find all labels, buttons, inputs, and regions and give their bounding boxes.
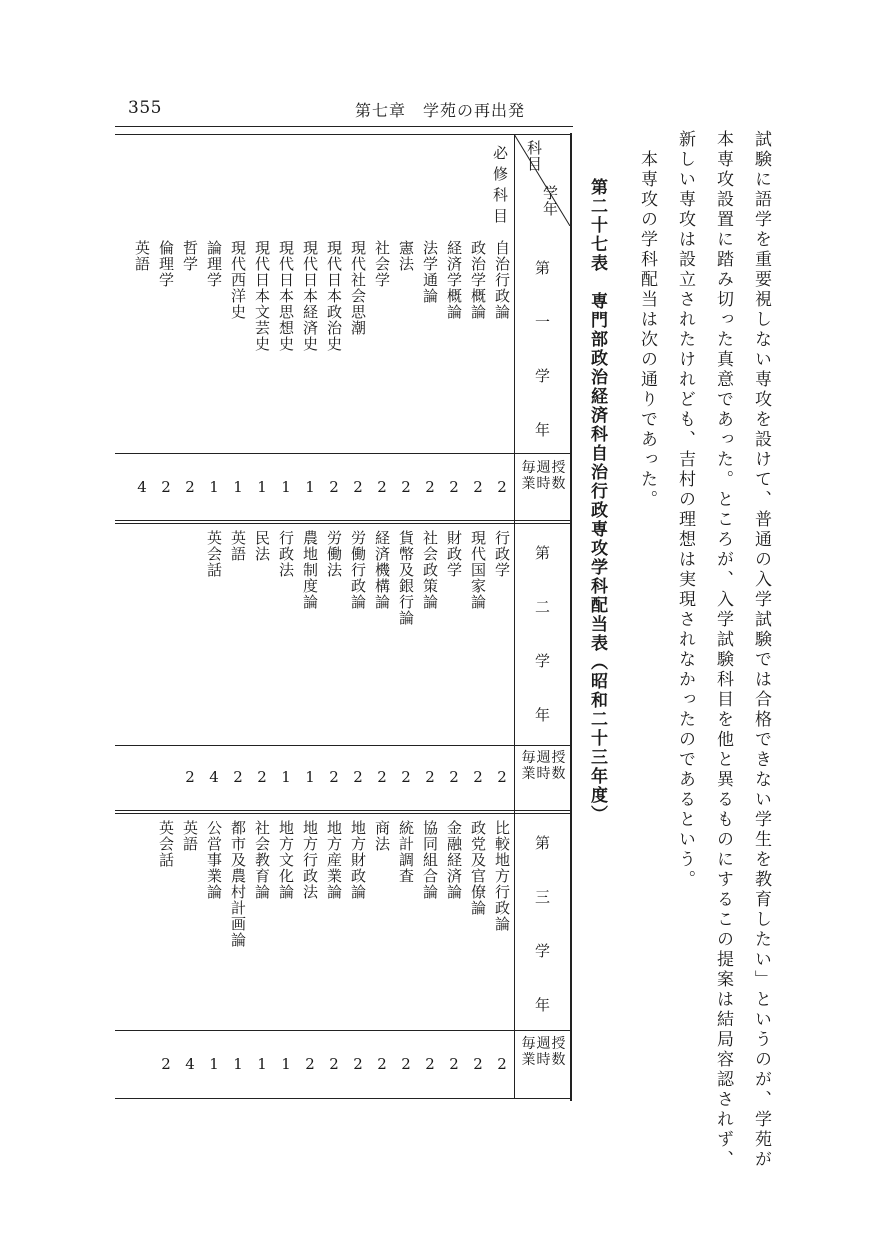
subject-cell: 公営事業論 xyxy=(205,820,223,900)
year3-hours-header: 毎週授業時数 xyxy=(521,1036,567,1068)
subject-cell: 論理学 xyxy=(205,240,223,288)
hours-cell: 2 xyxy=(449,768,459,786)
hours-cell: 2 xyxy=(473,478,483,496)
subject-cell: 現代日本政治史 xyxy=(325,240,343,352)
hours-cell: 1 xyxy=(257,1055,267,1073)
page-number: 355 xyxy=(128,98,162,118)
year2-hours-header: 毎週授業時数 xyxy=(521,750,567,782)
subject-cell: 経済学概論 xyxy=(445,240,463,320)
hours-cell: 2 xyxy=(185,768,195,786)
year2-hours xyxy=(118,768,514,792)
hours-cell: 1 xyxy=(281,1055,291,1073)
hours-cell: 2 xyxy=(257,768,267,786)
year3-header: 第 三 学 年 xyxy=(533,835,551,1024)
subject-cell: 現代日本経済史 xyxy=(301,240,319,352)
hours-cell: 2 xyxy=(305,1055,315,1073)
subject-cell: 倫理学 xyxy=(157,240,175,288)
subject-cell: 法学通論 xyxy=(421,240,439,304)
year2-header: 第 二 学 年 xyxy=(533,545,551,734)
subject-cell: 地方文化論 xyxy=(277,820,295,900)
subject-cell: 行政学 xyxy=(493,530,511,578)
subject-cell: 統計調査 xyxy=(397,820,415,884)
subject-cell: 憲法 xyxy=(397,240,415,272)
required-subjects-label: 必修科目 xyxy=(491,145,509,229)
table-header-rule xyxy=(115,134,572,135)
subject-cell: 英会話 xyxy=(205,530,223,578)
subject-cell: 政党及官僚論 xyxy=(469,820,487,916)
hours-cell: 2 xyxy=(161,478,171,496)
subject-cell: 労働行政論 xyxy=(349,530,367,610)
year3-subjects xyxy=(118,820,514,1030)
hours-cell: 2 xyxy=(497,768,507,786)
hours-cell: 2 xyxy=(425,768,435,786)
subject-cell: 労働法 xyxy=(325,530,343,578)
subject-cell: 社会政策論 xyxy=(421,530,439,610)
hours-cell: 2 xyxy=(473,768,483,786)
subject-cell: 商法 xyxy=(373,820,391,852)
table-bottom-rule xyxy=(115,1098,572,1099)
hours-cell: 4 xyxy=(209,768,219,786)
hours-cell: 2 xyxy=(377,478,387,496)
year2-hours-rule xyxy=(115,745,572,746)
hours-cell: 2 xyxy=(449,478,459,496)
hours-cell: 1 xyxy=(233,1055,243,1073)
subject-cell: 行政法 xyxy=(277,530,295,578)
subject-cell: 財政学 xyxy=(445,530,463,578)
hours-cell: 2 xyxy=(425,478,435,496)
table-caption: 第二十七表 専門部政治経済科自治行政専攻学科配当表（昭和二十三年度） xyxy=(587,178,607,824)
year1-hours xyxy=(118,478,514,502)
hours-cell: 2 xyxy=(473,1055,483,1073)
hours-cell: 2 xyxy=(161,1055,171,1073)
hours-cell: 4 xyxy=(137,478,147,496)
year1-subjects xyxy=(118,240,514,450)
year1-hours-header: 毎週授業時数 xyxy=(521,460,567,492)
subject-cell: 地方産業論 xyxy=(325,820,343,900)
hours-cell: 2 xyxy=(401,478,411,496)
hours-cell: 1 xyxy=(257,478,267,496)
subject-cell: 哲学 xyxy=(181,240,199,272)
hours-cell: 4 xyxy=(185,1055,195,1073)
hours-cell: 2 xyxy=(401,768,411,786)
hours-cell: 2 xyxy=(497,478,507,496)
subject-cell: 英語 xyxy=(181,820,199,852)
running-head: 第七章 学苑の再出発 xyxy=(355,101,526,120)
hours-cell: 2 xyxy=(425,1055,435,1073)
subject-cell: 民法 xyxy=(253,530,271,562)
subject-cell: 現代日本思想史 xyxy=(277,240,295,352)
year1-end-rule xyxy=(115,520,572,524)
hours-cell: 2 xyxy=(377,1055,387,1073)
hours-cell: 2 xyxy=(353,1055,363,1073)
subject-cell: 英語 xyxy=(133,240,151,272)
header-rule xyxy=(115,126,573,127)
table-top-rule xyxy=(570,133,572,1101)
hours-cell: 1 xyxy=(305,768,315,786)
table-vertical-rule xyxy=(514,134,515,1098)
hours-cell: 2 xyxy=(497,1055,507,1073)
subject-cell: 現代日本文芸史 xyxy=(253,240,271,352)
body-line-1: 試験に語学を重要視しない専攻を設けて、普通の入学試験では合格できない学生を教育したい」というのが、学苑が xyxy=(751,130,771,1170)
hours-cell: 2 xyxy=(353,768,363,786)
hours-cell: 1 xyxy=(209,1055,219,1073)
subject-cell: 都市及農村計画論 xyxy=(229,820,247,948)
hours-cell: 2 xyxy=(329,478,339,496)
subject-cell: 経済機構論 xyxy=(373,530,391,610)
year3-hours xyxy=(118,1055,514,1079)
hours-cell: 2 xyxy=(377,768,387,786)
subject-cell: 自治行政論 xyxy=(493,240,511,320)
subject-cell: 英会話 xyxy=(157,820,175,868)
hours-cell: 2 xyxy=(329,1055,339,1073)
hours-cell: 1 xyxy=(209,478,219,496)
year2-subjects xyxy=(118,530,514,740)
subject-cell: 社会学 xyxy=(373,240,391,288)
corner-year-label: 学年 xyxy=(541,185,559,217)
subject-cell: 現代社会思潮 xyxy=(349,240,367,336)
year2-end-rule xyxy=(115,810,572,814)
corner-subject-label: 科目 xyxy=(525,140,543,172)
hours-cell: 2 xyxy=(353,478,363,496)
body-line-2: 本専攻設置に踏み切った真意であった。ところが、入学試験科目を他と異るものにするこの提案は結局容認されず、 xyxy=(713,130,733,1170)
body-line-3: 新しい専攻は設立されたけれども、吉村の理想は実現されなかったのであるという。 xyxy=(675,130,695,890)
subject-cell: 現代国家論 xyxy=(469,530,487,610)
year3-hours-rule xyxy=(115,1030,572,1031)
subject-cell: 協同組合論 xyxy=(421,820,439,900)
subject-cell: 地方行政法 xyxy=(301,820,319,900)
hours-cell: 1 xyxy=(233,478,243,496)
subject-cell: 貨幣及銀行論 xyxy=(397,530,415,626)
hours-cell: 1 xyxy=(281,478,291,496)
hours-cell: 1 xyxy=(281,768,291,786)
year1-header: 第 一 学 年 xyxy=(533,260,551,449)
hours-cell: 2 xyxy=(401,1055,411,1073)
hours-cell: 2 xyxy=(329,768,339,786)
subject-cell: 英語 xyxy=(229,530,247,562)
subject-cell: 比較地方行政論 xyxy=(493,820,511,932)
body-line-4: 本専攻の学科配当は次の通りであった。 xyxy=(637,130,657,510)
year1-hours-rule xyxy=(115,453,572,454)
hours-cell: 2 xyxy=(449,1055,459,1073)
hours-cell: 2 xyxy=(185,478,195,496)
hours-cell: 1 xyxy=(305,478,315,496)
hours-cell: 2 xyxy=(233,768,243,786)
subject-cell: 農地制度論 xyxy=(301,530,319,610)
subject-cell: 社会教育論 xyxy=(253,820,271,900)
subject-cell: 政治学概論 xyxy=(469,240,487,320)
subject-cell: 現代西洋史 xyxy=(229,240,247,320)
subject-cell: 地方財政論 xyxy=(349,820,367,900)
subject-cell: 金融経済論 xyxy=(445,820,463,900)
